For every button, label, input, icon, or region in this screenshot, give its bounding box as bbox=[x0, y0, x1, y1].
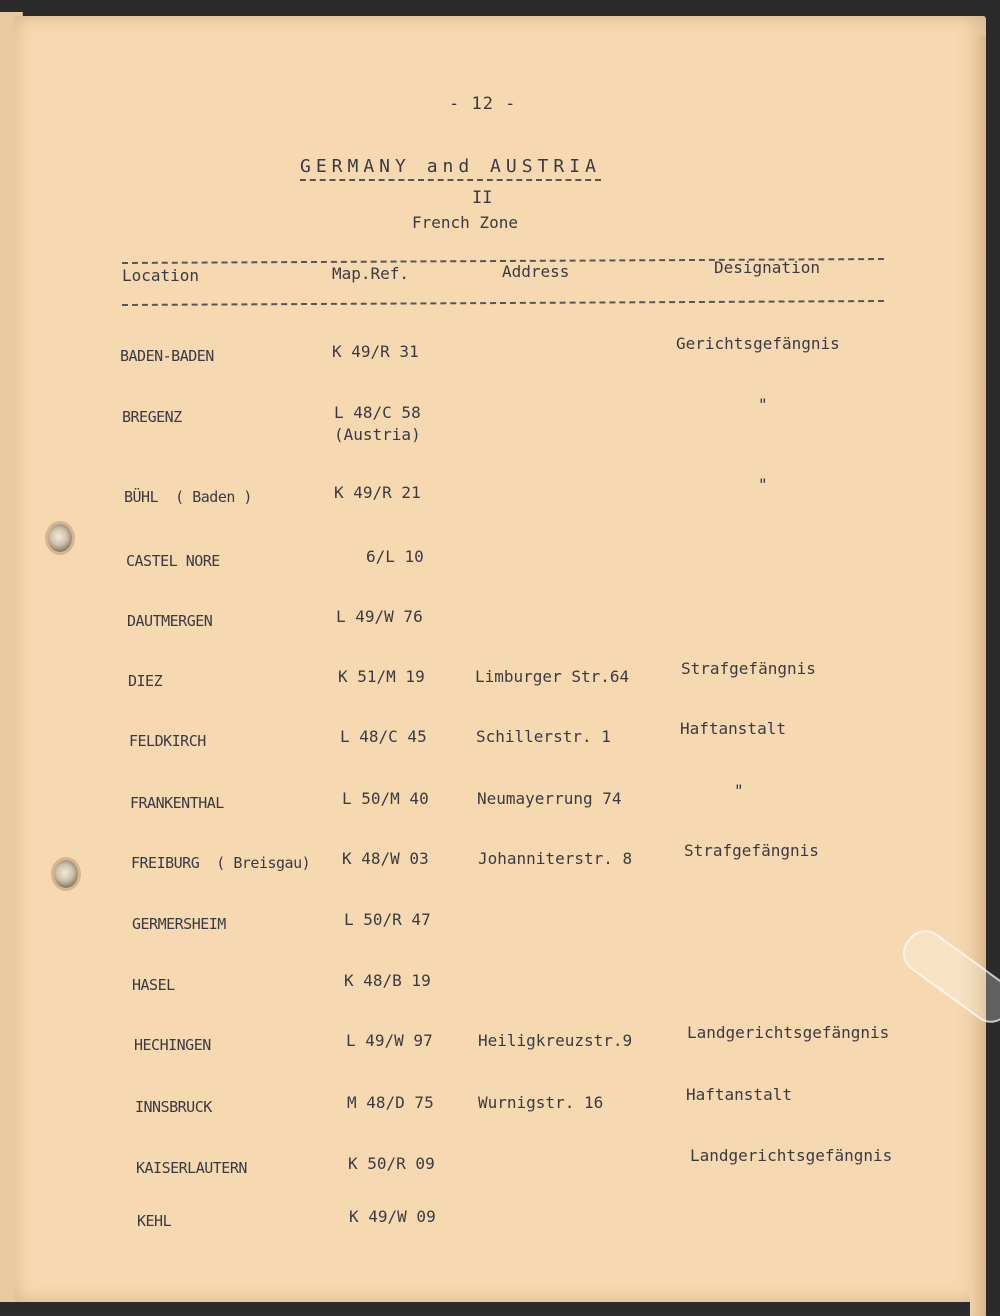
row-address: Heiligkreuzstr.9 bbox=[478, 1031, 633, 1050]
row-map-ref: K 48/B 19 bbox=[344, 971, 431, 990]
row-map-ref: K 49/W 09 bbox=[349, 1207, 436, 1226]
zone-number: II bbox=[472, 188, 493, 208]
row-location: FRANKENTHAL bbox=[130, 794, 224, 812]
row-location: DAUTMERGEN bbox=[127, 612, 213, 630]
row-map-ref: L 49/W 97 bbox=[346, 1031, 433, 1050]
row-map-ref: L 48/C 58 (Austria) bbox=[334, 403, 421, 444]
document-title: GERMANY and AUSTRIA bbox=[300, 156, 601, 181]
row-location: BADEN-BADEN bbox=[120, 347, 214, 365]
row-designation: Gerichtsgefängnis bbox=[676, 334, 840, 353]
row-map-ref: K 51/M 19 bbox=[338, 667, 425, 686]
row-map-ref: M 48/D 75 bbox=[347, 1093, 434, 1112]
row-map-ref: 6/L 10 bbox=[366, 547, 424, 566]
row-map-ref: K 49/R 31 bbox=[332, 342, 419, 361]
row-address: Johanniterstr. 8 bbox=[478, 849, 633, 868]
row-map-ref: K 50/R 09 bbox=[348, 1154, 435, 1173]
row-location: BÜHL ( Baden ) bbox=[124, 488, 252, 506]
row-designation: Strafgefängnis bbox=[684, 841, 819, 860]
column-header-map-ref: Map.Ref. bbox=[332, 264, 410, 283]
row-map-ref: K 49/R 21 bbox=[334, 483, 421, 502]
row-location: CASTEL NORE bbox=[126, 552, 220, 570]
column-header-designation: Designation bbox=[714, 258, 820, 277]
row-address: Wurnigstr. 16 bbox=[478, 1093, 604, 1112]
punch-hole-icon bbox=[54, 860, 78, 888]
row-address: Neumayerrung 74 bbox=[477, 789, 622, 808]
row-designation: Haftanstalt bbox=[680, 719, 786, 738]
document-page bbox=[14, 16, 986, 1302]
column-header-location: Location bbox=[122, 266, 200, 285]
row-designation: Landgerichtsgefängnis bbox=[690, 1146, 893, 1165]
column-header-address: Address bbox=[502, 262, 570, 281]
row-address: Schillerstr. 1 bbox=[476, 727, 611, 746]
row-map-ref: L 49/W 76 bbox=[336, 607, 423, 626]
row-designation: Landgerichtsgefängnis bbox=[687, 1023, 890, 1042]
row-designation: Haftanstalt bbox=[686, 1085, 792, 1104]
row-location: KEHL bbox=[137, 1212, 172, 1230]
row-location: HASEL bbox=[132, 976, 175, 994]
row-map-ref: L 50/R 47 bbox=[344, 910, 431, 929]
row-location: KAISERLAUTERN bbox=[136, 1159, 247, 1177]
row-map-ref: L 50/M 40 bbox=[342, 789, 429, 808]
row-designation: Strafgefängnis bbox=[681, 659, 816, 678]
row-map-ref: L 48/C 45 bbox=[340, 727, 427, 746]
row-map-ref: K 48/W 03 bbox=[342, 849, 429, 868]
header-rule-bottom bbox=[122, 300, 884, 306]
punch-hole-icon bbox=[48, 524, 72, 552]
row-location: HECHINGEN bbox=[134, 1036, 211, 1054]
row-designation: " bbox=[758, 395, 768, 414]
row-location: DIEZ bbox=[128, 672, 163, 690]
row-location: FREIBURG ( Breisgau) bbox=[131, 854, 311, 872]
zone-name: French Zone bbox=[412, 213, 518, 232]
row-location: GERMERSHEIM bbox=[132, 915, 226, 933]
row-location: INNSBRUCK bbox=[135, 1098, 212, 1116]
page-edge-shadow bbox=[970, 36, 986, 1316]
row-location: BREGENZ bbox=[122, 408, 182, 426]
row-address: Limburger Str.64 bbox=[475, 667, 630, 686]
row-designation: " bbox=[734, 781, 744, 800]
row-location: FELDKIRCH bbox=[129, 732, 206, 750]
page-number: - 12 - bbox=[449, 94, 517, 114]
row-designation: " bbox=[758, 475, 768, 494]
